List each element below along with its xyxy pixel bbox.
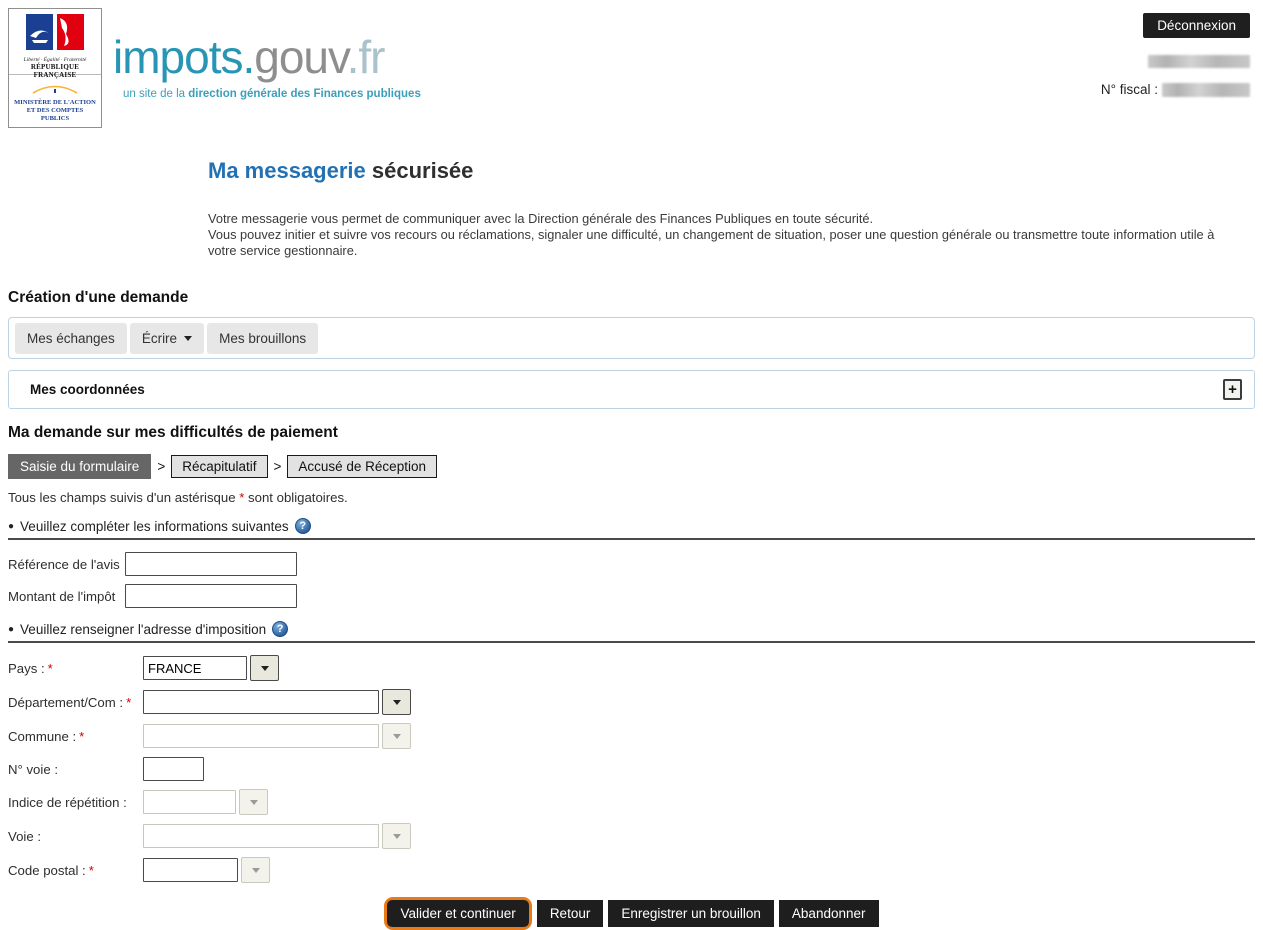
departement-row: [8, 689, 1263, 715]
chevron-down-icon: [393, 700, 401, 705]
logo-gouv: gouv: [254, 31, 347, 83]
indice-repetition-input: [143, 790, 236, 814]
montant-row: [8, 584, 1263, 608]
intro-line-1: Votre messagerie vous permet de communiquer avec la Direction générale des Finances Publiques en toute sécurité.: [208, 211, 874, 226]
header-user-area: [1101, 13, 1250, 97]
retour-button[interactable]: Retour: [537, 900, 604, 927]
caret-down-icon: [184, 336, 192, 341]
commune-row: [8, 723, 1263, 749]
reference-row: [8, 552, 1263, 576]
pays-label: Pays : *: [8, 660, 53, 676]
step-separator: >: [273, 459, 282, 474]
commune-input: [143, 724, 379, 748]
fiscal-number-redacted: [1162, 83, 1250, 97]
abandonner-button[interactable]: Abandonner: [779, 900, 879, 927]
required-note-after: sont obligatoires.: [244, 490, 348, 505]
ministry-block: [9, 75, 101, 123]
voie-row: [8, 823, 1263, 849]
pays-row: [8, 655, 1263, 681]
section-adresse-title: Veuillez renseigner l'adresse d'imposition: [20, 621, 267, 637]
logo-tagline: [123, 88, 421, 100]
tagline-bold: direction générale des Finances publiques: [188, 88, 421, 100]
messaging-tabbar: [8, 317, 1255, 359]
coordonnees-title: Mes coordonnées: [30, 382, 145, 397]
logo-impots: impots.: [113, 31, 255, 83]
indice-repetition-dropdown-button: [239, 789, 268, 815]
republique-francaise-logo: [8, 8, 102, 128]
indice-repetition-row: [8, 789, 1263, 815]
voie-input: [143, 824, 379, 848]
step-separator: >: [157, 459, 166, 474]
user-name-redacted: [1148, 55, 1250, 68]
intro-text: [208, 211, 1238, 259]
enregistrer-brouillon-button[interactable]: Enregistrer un brouillon: [608, 900, 774, 927]
section-infos-title: Veuillez compléter les informations suivantes: [20, 518, 289, 534]
coordonnees-panel: [8, 370, 1255, 409]
marianne-flag-icon: [26, 14, 84, 50]
footer-actions: [0, 897, 1263, 930]
logo-fr: .fr: [346, 31, 385, 83]
step-recapitulatif[interactable]: Récapitulatif: [171, 455, 267, 478]
chevron-down-icon: [252, 868, 260, 873]
ministry-arc-icon: [30, 84, 80, 94]
chevron-down-icon: [250, 800, 258, 805]
voie-dropdown-button: [382, 823, 411, 849]
required-note-before: Tous les champs suivis d'un astérisque: [8, 490, 240, 505]
required-fields-note: [8, 490, 1263, 505]
logout-button[interactable]: Déconnexion: [1143, 13, 1250, 38]
wizard-steps: [8, 454, 1263, 479]
bullet-icon: ●: [8, 520, 15, 532]
commune-label: Commune : *: [8, 728, 85, 744]
section-infos-header: [8, 518, 1255, 540]
code-postal-input[interactable]: [143, 858, 238, 882]
infos-form: [8, 552, 1263, 608]
commune-dropdown-button: [382, 723, 411, 749]
expand-plus-button[interactable]: +: [1223, 379, 1242, 400]
impots-gouv-logo[interactable]: [113, 31, 421, 100]
code-postal-label: Code postal : *: [8, 862, 94, 878]
reference-input[interactable]: [125, 552, 297, 576]
departement-input[interactable]: [143, 690, 379, 714]
numero-voie-row: [8, 757, 1263, 781]
intro-line-2: Vous pouvez initier et suivre vos recours ou réclamations, signaler une difficulté, un changement de situation, poser une question générale ou transmettre toute information utile à votre service gestionnaire.: [208, 227, 1215, 258]
tab-mes-brouillons-label: Mes brouillons: [219, 330, 307, 346]
republic-name: RÉPUBLIQUE FRANÇAISE: [30, 63, 80, 79]
demande-heading: Ma demande sur mes difficultés de paiement: [8, 424, 338, 441]
tab-mes-echanges-label: Mes échanges: [27, 330, 115, 346]
impots-gouv-wordmark: [113, 31, 421, 83]
page-title: [208, 158, 1263, 184]
montant-label: Montant de l'impôt: [8, 588, 116, 604]
header: [0, 0, 1263, 132]
tab-mes-echanges[interactable]: [15, 323, 127, 354]
numero-voie-label: N° voie :: [8, 761, 58, 777]
voie-label: Voie :: [8, 828, 41, 844]
marianne-block: [9, 9, 101, 79]
required-asterisk: *: [239, 490, 245, 505]
code-postal-dropdown-button: [241, 857, 270, 883]
help-icon[interactable]: ?: [295, 518, 311, 534]
bullet-icon: ●: [8, 623, 15, 635]
tab-ecrire-label: Écrire: [141, 330, 178, 346]
page-title-secondary: sécurisée: [365, 158, 474, 183]
pays-dropdown-button[interactable]: [250, 655, 279, 681]
departement-dropdown-button[interactable]: [382, 689, 411, 715]
fiscal-number-label: N° fiscal :: [1100, 82, 1158, 97]
page-title-main: Ma messagerie: [208, 158, 366, 183]
ministry-name: MINISTÈRE DE L'ACTION ET DES COMPTES PUBLICS: [14, 99, 96, 123]
pays-input[interactable]: [143, 656, 247, 680]
chevron-down-icon: [261, 666, 269, 671]
step-saisie-formulaire: Saisie du formulaire: [8, 454, 151, 479]
step-accuse-reception[interactable]: Accusé de Réception: [287, 455, 437, 478]
adresse-form: [8, 655, 1263, 883]
valider-continuer-button[interactable]: Valider et continuer: [387, 900, 528, 927]
montant-input[interactable]: [125, 584, 297, 608]
code-postal-row: [8, 857, 1263, 883]
chevron-down-icon: [393, 834, 401, 839]
valider-focus-ring: [384, 897, 531, 930]
numero-voie-input[interactable]: [143, 757, 204, 781]
tab-mes-brouillons[interactable]: [207, 323, 318, 354]
reference-label: Référence de l'avis: [8, 556, 120, 572]
section-adresse-header: [8, 621, 1255, 643]
tagline-prefix: un site de la: [123, 88, 189, 100]
tab-ecrire[interactable]: [130, 323, 204, 354]
indice-repetition-label: Indice de répétition :: [8, 794, 127, 810]
help-icon[interactable]: ?: [272, 621, 288, 637]
fiscal-number-row: [1101, 82, 1250, 97]
republic-motto: Liberté · Égalité · Fraternité: [23, 57, 87, 63]
chevron-down-icon: [393, 734, 401, 739]
departement-label: Département/Com : *: [8, 694, 132, 710]
creation-heading: Création d'une demande: [8, 289, 189, 306]
